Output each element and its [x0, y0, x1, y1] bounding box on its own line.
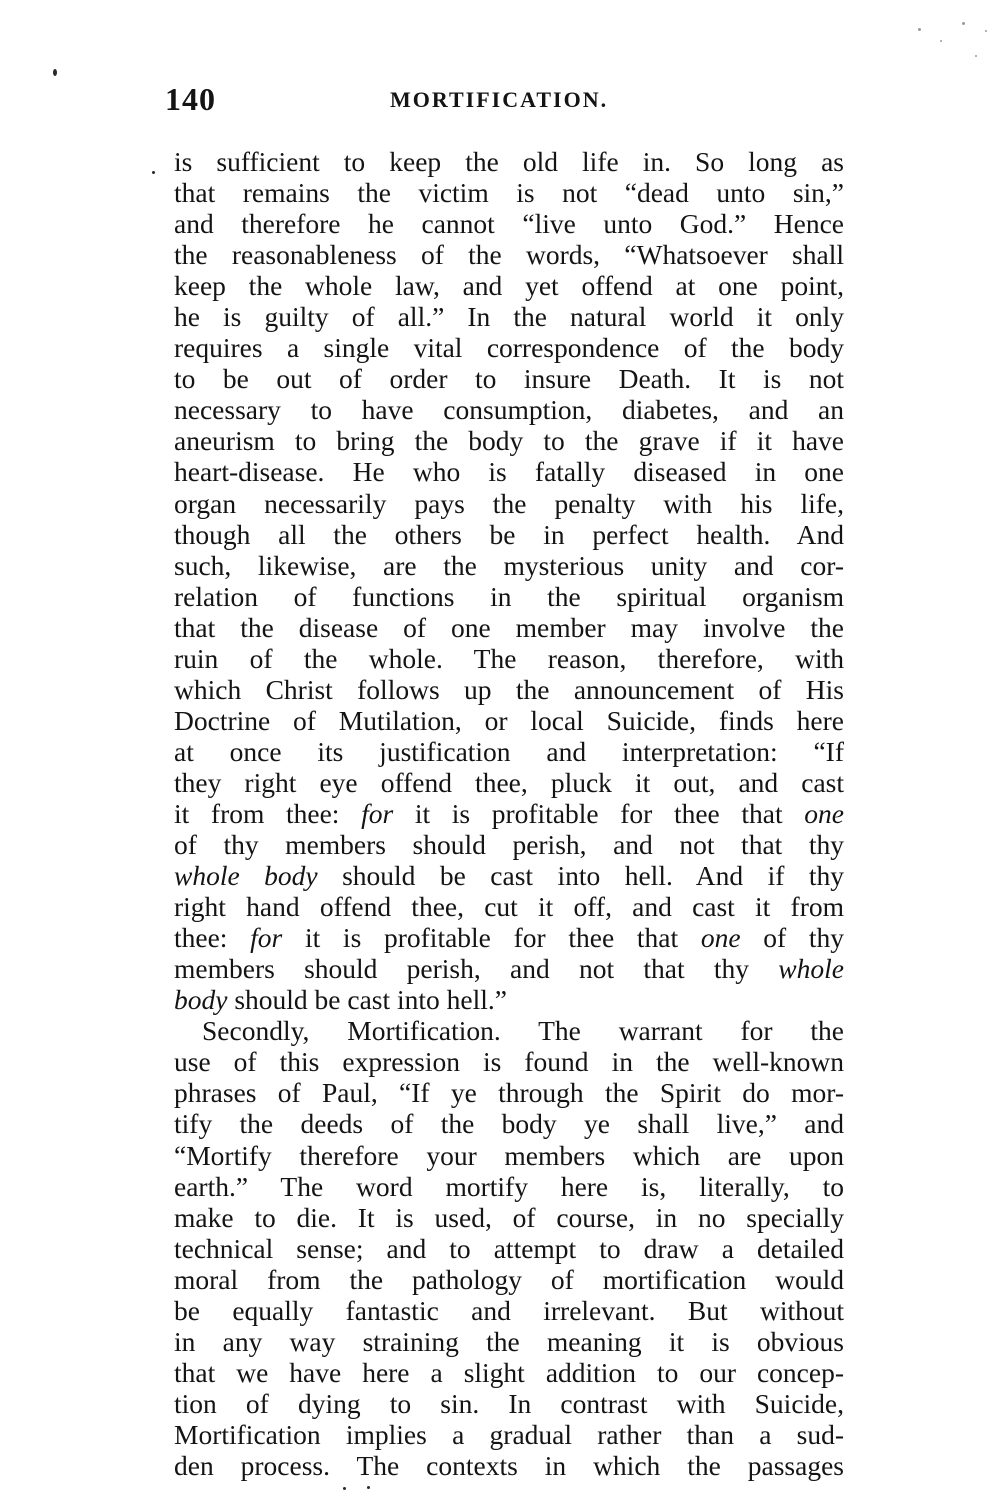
text-line [174, 1140, 844, 1171]
italic-text: for [250, 922, 283, 954]
italic-text: one [700, 922, 741, 954]
text-span: should be cast into hell.” [227, 984, 507, 1016]
text-line [174, 1077, 844, 1108]
text-span: is sufficient to keep the old life in. So long as [174, 146, 844, 177]
text-span: tion of dying to sin. In contrast with Suicide, [174, 1387, 844, 1419]
text-line [174, 922, 844, 953]
text-line [174, 550, 844, 581]
text-span: relation of functions in the spiritual organism [174, 580, 844, 612]
text-line [174, 332, 844, 363]
running-head: MORTIFICATION. [390, 87, 609, 112]
text-line [174, 456, 844, 487]
text-span: right hand offend thee, cut it off, and cast it from [174, 891, 844, 923]
text-line [174, 1171, 844, 1202]
text-line [174, 1264, 844, 1295]
text-span: members should perish, and not that thy [174, 953, 779, 985]
scan-speck [940, 40, 942, 42]
text-line [174, 984, 844, 1015]
text-line [174, 208, 844, 239]
text-span: requires a single vital correspondence of the body [174, 332, 844, 364]
text-line [174, 829, 844, 860]
scan-speck [962, 22, 965, 25]
scan-speck [53, 69, 57, 76]
scan-speck [367, 1486, 370, 1489]
text-span: they right eye offend thee, pluck it out, and cast [174, 766, 844, 798]
text-span: and therefore he cannot “live unto God.” Hence [174, 208, 844, 240]
text-span: that we have here a slight addition to our concep- [174, 1356, 844, 1388]
text-span: aneurism to bring the body to the grave if it have [174, 425, 844, 457]
text-span: it is profitable for thee that [282, 922, 701, 954]
scan-speck [985, 30, 987, 32]
text-span: though all the others be in perfect health. And [174, 518, 844, 550]
text-span: that remains the victim is not “dead unto sin,” [174, 177, 844, 209]
italic-text: whole body [174, 860, 318, 892]
text-line [174, 394, 844, 425]
scan-speck [343, 1487, 346, 1490]
text-line [174, 239, 844, 270]
text-span: “Mortify therefore your members which are upon [174, 1139, 844, 1171]
italic-text: one [804, 797, 844, 829]
text-span: necessary to have consumption, diabetes, and an [174, 394, 844, 426]
scan-speck [975, 55, 977, 57]
text-line [174, 1450, 844, 1481]
text-span: technical sense; and to attempt to draw a detailed [174, 1232, 844, 1264]
text-line [174, 1295, 844, 1326]
text-line [174, 767, 844, 798]
text-span: be equally fantastic and irrelevant. But without [174, 1294, 844, 1326]
text-span: in any way straining the meaning it is obvious [174, 1325, 844, 1357]
text-line [174, 798, 844, 829]
text-line [174, 1202, 844, 1233]
text-line [174, 425, 844, 456]
text-line [174, 363, 844, 394]
text-line [174, 1046, 844, 1077]
text-span: it is profitable for thee that [393, 797, 805, 829]
text-line [174, 519, 844, 550]
text-span: the reasonableness of the words, “Whatsoever shall [174, 239, 844, 271]
italic-text: whole [778, 953, 844, 985]
body-text [174, 146, 844, 1481]
text-line [174, 705, 844, 736]
text-span: of thy [740, 922, 844, 954]
text-line [174, 953, 844, 984]
text-line [174, 1015, 844, 1046]
text-line [174, 1357, 844, 1388]
text-line [174, 488, 844, 519]
text-line [174, 736, 844, 767]
text-span: thee: [174, 922, 251, 954]
text-span: at once its justification and interpretation: “If [174, 735, 844, 767]
text-line [174, 1108, 844, 1139]
text-span: should be cast into hell. And if thy [317, 860, 844, 892]
text-span: he is guilty of all.” In the natural world it only [174, 301, 844, 333]
text-span: of thy members should perish, and not that thy [174, 829, 844, 861]
text-span: Secondly, Mortification. The warrant for the [202, 1015, 844, 1047]
text-span: Mortification implies a gradual rather than a sud- [174, 1418, 844, 1450]
italic-text: for [361, 797, 394, 829]
text-line [174, 891, 844, 922]
text-line [174, 1233, 844, 1264]
text-span: keep the whole law, and yet offend at one point, [174, 270, 844, 302]
text-span: phrases of Paul, “If ye through the Spirit do mor- [174, 1077, 844, 1109]
text-span: Doctrine of Mutilation, or local Suicide, finds here [174, 704, 844, 736]
text-span: make to die. It is used, of course, in no specially [174, 1201, 844, 1233]
text-span: such, likewise, are the mysterious unity and cor- [174, 549, 844, 581]
text-line [174, 860, 844, 891]
text-span: organ necessarily pays the penalty with his life, [174, 487, 844, 519]
text-span: moral from the pathology of mortification would [174, 1263, 844, 1295]
text-span: heart-disease. He who is fatally diseased in one [174, 456, 844, 488]
text-span: den process. The contexts in which the passages [174, 1449, 844, 1481]
text-span: that the disease of one member may involve the [174, 611, 844, 643]
scan-speck [152, 171, 155, 174]
text-line [174, 301, 844, 332]
scan-speck [918, 28, 921, 31]
text-span: earth.” The word mortify here is, literally, to [174, 1170, 844, 1202]
text-span: use of this expression is found in the well-known [174, 1046, 844, 1078]
text-span: ruin of the whole. The reason, therefore, with [174, 642, 844, 674]
text-line [174, 643, 844, 674]
text-span: it from thee: [174, 797, 362, 829]
text-line [174, 270, 844, 301]
text-line [174, 146, 844, 177]
text-line [174, 177, 844, 208]
text-line [174, 1419, 844, 1450]
text-span: tify the deeds of the body ye shall live,” and [174, 1108, 844, 1140]
page-number: 140 [165, 81, 216, 117]
text-line [174, 1388, 844, 1419]
text-line [174, 674, 844, 705]
text-span: which Christ follows up the announcement of His [174, 673, 844, 705]
italic-text: body [174, 984, 228, 1016]
text-line [174, 581, 844, 612]
text-line [174, 1326, 844, 1357]
text-line [174, 612, 844, 643]
text-span: to be out of order to insure Death. It is not [174, 363, 844, 395]
